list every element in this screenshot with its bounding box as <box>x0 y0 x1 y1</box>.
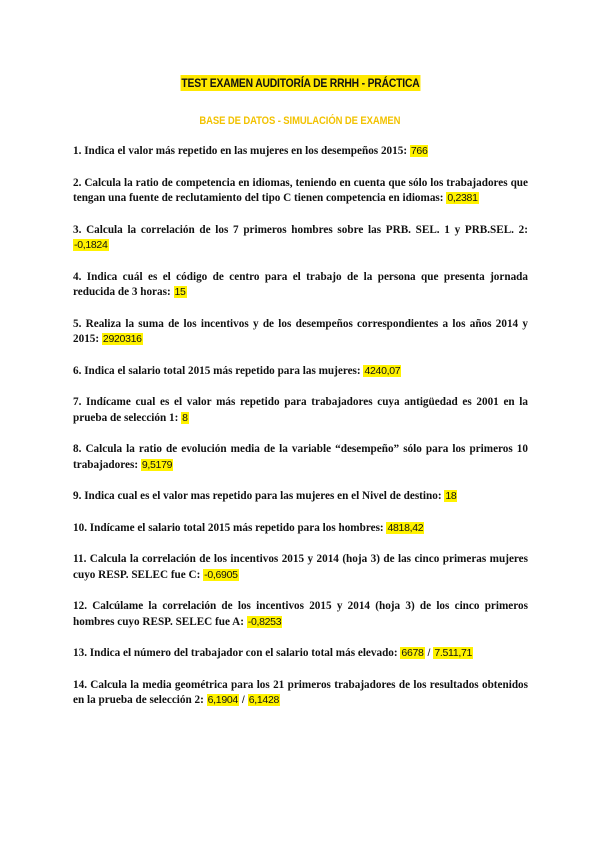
question-text: 4. Indica cuál es el código de centro para el trabajo de la persona que presenta jornada reducida de 3 horas: <box>73 270 528 298</box>
question-text: 13. Indica el número del trabajador con el salario total más elevado: <box>73 647 401 659</box>
question-11 <box>73 552 528 583</box>
answer-highlight: 6678 <box>401 647 424 659</box>
question-7 <box>73 395 528 426</box>
answer-separator: / <box>238 694 248 706</box>
question-6 <box>73 364 528 380</box>
question-8 <box>73 442 528 473</box>
answer-highlight: 766 <box>410 145 428 157</box>
subtitle-container <box>0 111 600 129</box>
question-2 <box>73 176 528 207</box>
question-text: 12. Calcúlame la correlación de los incentivos 2015 y 2014 (hoja 3) de los cinco primeros hombres cuyo RESP. SELEC fue A: <box>73 600 528 628</box>
answer-highlight: 15 <box>174 286 186 298</box>
answer-highlight: 0,2381 <box>447 192 478 204</box>
question-text: 6. Indica el salario total 2015 más repetido para las mujeres: <box>73 364 364 377</box>
answer-separator: / <box>424 647 434 659</box>
answer-highlight-alt: 7.511,71 <box>434 647 473 659</box>
document-subtitle: BASE DE DATOS - SIMULACIÓN DE EXAMEN <box>199 115 401 127</box>
answer-highlight: 18 <box>445 490 457 502</box>
title-container <box>0 74 600 92</box>
answer-highlight-alt: 6,1428 <box>248 694 280 706</box>
answer-highlight: 9,5179 <box>141 458 173 471</box>
question-5 <box>73 317 528 348</box>
answer-highlight: -0,8253 <box>247 615 282 628</box>
answer-highlight: 2920316 <box>102 333 142 345</box>
question-1 <box>73 144 528 160</box>
answer-highlight: -0,1824 <box>74 239 108 251</box>
question-text: 10. Indícame el salario total 2015 más repetido para los hombres: <box>73 521 387 534</box>
question-text: 2. Calcula la ratio de competencia en idiomas, teniendo en cuenta que sólo los trabajadores que tengan una fuente de reclutamiento del tipo C tienen competencia en idiomas: <box>73 176 528 204</box>
question-13 <box>73 646 528 662</box>
answer-highlight: -0,6905 <box>204 568 238 581</box>
question-text: 9. Indica cual es el valor mas repetido para las mujeres en el Nivel de destino: <box>73 490 445 502</box>
answer-highlight: 4818,42 <box>387 521 424 534</box>
question-14 <box>73 678 528 709</box>
question-text: 8. Calcula la ratio de evolución media de la variable “desempeño” sólo para los primeros 10 trabajadores: <box>73 443 528 471</box>
document-title: TEST EXAMEN AUDITORÍA DE RRHH - PRÁCTICA <box>180 76 420 90</box>
question-9 <box>73 489 528 505</box>
question-text: 14. Calcula la media geométrica para los 21 primeros trabajadores de los resultados obtenidos en la prueba de selección 2: <box>73 678 528 706</box>
answer-highlight: 6,1904 <box>207 694 238 706</box>
question-10 <box>73 521 528 537</box>
question-text: 1. Indica el valor más repetido en las mujeres en los desempeños 2015: <box>73 145 410 157</box>
question-3 <box>73 223 528 254</box>
question-12 <box>73 599 528 630</box>
question-text: 3. Calcula la correlación de los 7 primeros hombres sobre las PRB. SEL. 1 y PRB.SEL. 2: <box>73 223 528 236</box>
answer-highlight: 8 <box>182 411 188 424</box>
question-text: 5. Realiza la suma de los incentivos y de los desempeños correspondientes a los años 2014 y 2015: <box>73 317 528 345</box>
question-4 <box>73 270 528 301</box>
question-text: 11. Calcula la correlación de los incentivos 2015 y 2014 (hoja 3) de las cinco primeras mujeres cuyo RESP. SELEC fue C: <box>73 553 528 581</box>
answer-highlight: 4240,07 <box>364 364 401 377</box>
question-list <box>73 144 528 709</box>
question-text: 7. Indícame cual es el valor más repetido para trabajadores cuya antigüedad es 2001 en la prueba de selección 1: <box>73 396 528 424</box>
